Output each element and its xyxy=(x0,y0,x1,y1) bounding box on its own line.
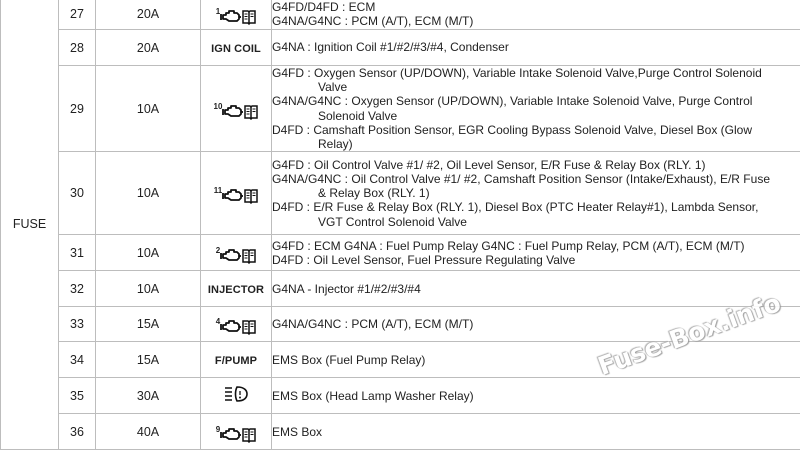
fuse-row xyxy=(1,414,800,450)
watermark: Fuse-Box.info xyxy=(594,288,785,381)
fuse-symbol xyxy=(201,307,272,342)
fuse-number: 34 xyxy=(59,342,96,378)
fuse-description xyxy=(272,378,800,414)
fuse-symbol xyxy=(201,414,272,450)
fuse-symbol xyxy=(201,378,272,414)
fuse-symbol xyxy=(201,30,272,66)
fuse-amperage: 40A xyxy=(96,414,201,450)
description-line: EMS Box (Head Lamp Washer Relay) xyxy=(272,388,474,403)
description-line: G4NA - Injector #1/#2/#3/#4 xyxy=(272,281,421,296)
fuse-table-body xyxy=(1,0,800,450)
headlamp-washer-icon xyxy=(223,385,249,403)
engine-manual-icon xyxy=(214,103,259,120)
fuse-description xyxy=(272,152,800,235)
symbol-label: F/PUMP xyxy=(214,354,258,367)
engine-manual-icon xyxy=(216,247,256,264)
fuse-number: 36 xyxy=(59,414,96,450)
symbol-label: INJECTOR xyxy=(207,283,265,296)
fuse-number: 27 xyxy=(59,0,96,30)
fuse-amperage: 10A xyxy=(96,66,201,152)
fuse-description xyxy=(272,0,800,30)
description-line: G4NA/G4NC : Oil Control Valve #1/ #2, Camshaft Position Sensor (Intake/Exhaust), E/R Fuse xyxy=(272,171,770,186)
fuse-number: 29 xyxy=(59,66,96,152)
icon-index: 10 xyxy=(213,101,223,111)
fuse-row xyxy=(1,271,800,307)
fuse-number: 30 xyxy=(59,152,96,235)
description-line: EMS Box (Fuel Pump Relay) xyxy=(272,352,426,367)
symbol-label: IGN COIL xyxy=(211,42,261,55)
fuse-row xyxy=(1,235,800,271)
engine-manual-icon xyxy=(216,8,256,25)
fuse-amperage: 10A xyxy=(96,152,201,235)
fuse-amperage: 30A xyxy=(96,378,201,414)
fuse-amperage: 15A xyxy=(96,307,201,342)
description-line: G4NA/G4NC : PCM (A/T), ECM (M/T) xyxy=(272,14,474,28)
fuse-amperage: 10A xyxy=(96,271,201,307)
description-line: G4NA : Ignition Coil #1/#2/#3/#4, Condenser xyxy=(272,40,509,55)
fuse-symbol xyxy=(201,271,272,307)
fuse-description xyxy=(272,66,800,152)
fuse-description xyxy=(272,271,800,307)
fuse-number: 32 xyxy=(59,271,96,307)
fuse-symbol xyxy=(201,235,272,271)
engine-manual-icon xyxy=(214,187,258,204)
fuse-row xyxy=(1,66,800,152)
description-line: Solenoid Valve xyxy=(318,108,398,123)
fuse-amperage: 20A xyxy=(96,30,201,66)
fuse-number: 33 xyxy=(59,307,96,342)
fuse-amperage: 15A xyxy=(96,342,201,378)
fuse-description xyxy=(272,30,800,66)
fuse-symbol xyxy=(201,0,272,30)
icon-index: 1 xyxy=(215,7,221,16)
description-line: VGT Control Solenoid Valve xyxy=(318,214,467,229)
description-line: D4FD : Camshaft Position Sensor, EGR Cooling Bypass Solenoid Valve, Diesel Box (Glow xyxy=(272,122,752,137)
description-line: Relay) xyxy=(318,137,353,152)
fuse-number: 35 xyxy=(59,378,96,414)
fuse-description xyxy=(272,235,800,271)
description-line: D4FD : E/R Fuse & Relay Box (RLY. 1), Diesel Box (PTC Heater Relay#1), Lambda Sensor, xyxy=(272,200,759,215)
description-line: G4NA/G4NC : PCM (A/T), ECM (M/T) xyxy=(272,317,474,332)
description-line: G4NA/G4NC : Oxygen Sensor (UP/DOWN), Variable Intake Solenoid Valve, Purge Control xyxy=(272,94,753,109)
fuse-amperage: 20A xyxy=(96,0,201,30)
icon-index: 4 xyxy=(215,317,221,327)
description-line: & Relay Box (RLY. 1) xyxy=(318,186,430,201)
fuse-row xyxy=(1,152,800,235)
fuse-row xyxy=(1,0,800,30)
description-line: EMS Box xyxy=(272,424,323,439)
fuse-row xyxy=(1,30,800,66)
description-line: D4FD : Oil Level Sensor, Fuel Pressure Regulating Valve xyxy=(272,252,576,267)
fuse-description xyxy=(272,342,800,378)
icon-index: 11 xyxy=(213,186,223,196)
fuse-row xyxy=(1,378,800,414)
fuse-group-label: FUSE xyxy=(1,0,59,450)
icon-index: 2 xyxy=(215,245,221,255)
fuse-description xyxy=(272,414,800,450)
icon-index: 9 xyxy=(215,424,221,434)
description-line: G4FD : ECM G4NA : Fuel Pump Relay G4NC : Fuel Pump Relay, PCM (A/T), ECM (M/T) xyxy=(272,238,745,253)
fuse-number: 28 xyxy=(59,30,96,66)
engine-manual-icon xyxy=(216,426,256,443)
fuse-amperage: 10A xyxy=(96,235,201,271)
description-line: G4FD/D4FD : ECM xyxy=(272,0,376,14)
description-line: Valve xyxy=(318,80,348,95)
engine-manual-icon xyxy=(216,318,256,335)
description-line: G4FD : Oil Control Valve #1/ #2, Oil Level Sensor, E/R Fuse & Relay Box (RLY. 1) xyxy=(272,157,706,172)
fuse-symbol xyxy=(201,342,272,378)
description-line: G4FD : Oxygen Sensor (UP/DOWN), Variable Intake Solenoid Valve,Purge Control Solenoid xyxy=(272,66,762,80)
fuse-symbol xyxy=(201,66,272,152)
fuse-number: 31 xyxy=(59,235,96,271)
fuse-symbol xyxy=(201,152,272,235)
